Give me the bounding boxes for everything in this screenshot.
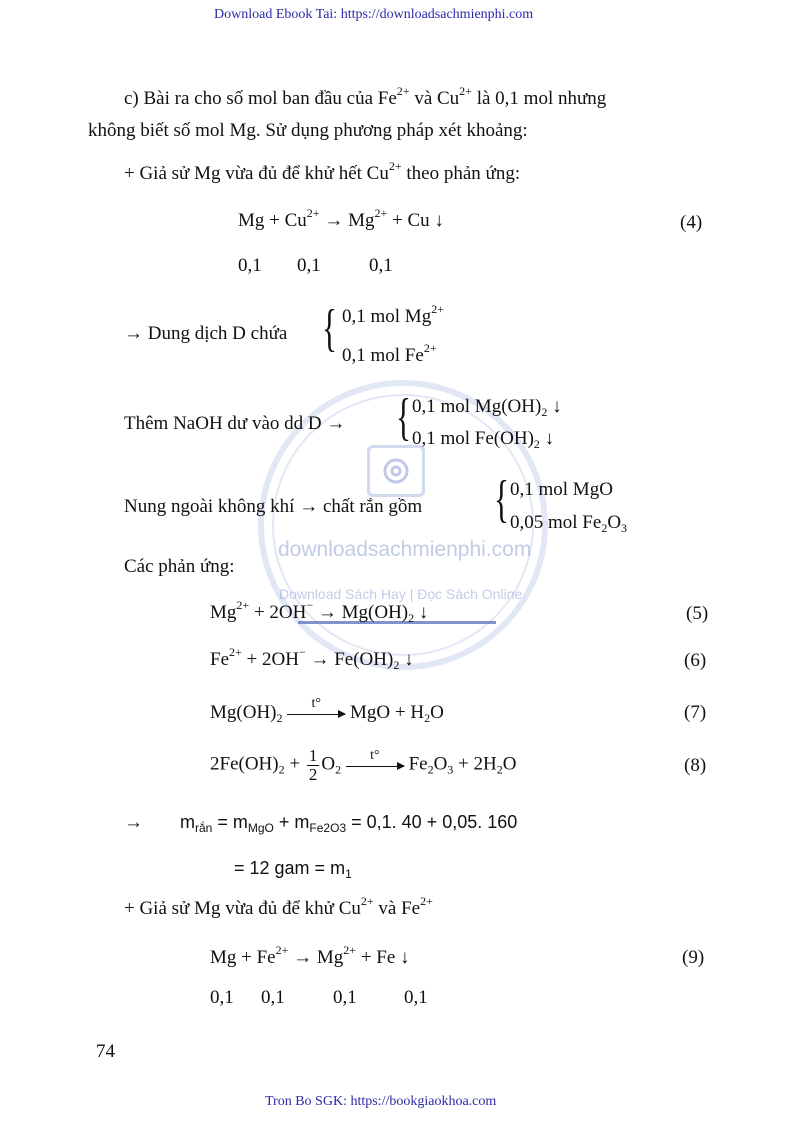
equation-5: $Mg^{2+} + 2OH^- \to Mg(OH)_2$ ↓ <box>210 598 429 625</box>
solution-d-line-2: 0,1 mol $Fe^{2+}$ <box>342 341 437 366</box>
equation-6: $Fe^{2+} + 2OH^- \to Fe(OH)_2$ ↓ <box>210 645 414 672</box>
equation-8: $2Fe(OH)_2$ + $\frac{1}{2}$ $O_2$ t° $Fe_2O_3 + 2H_2O$ <box>210 746 517 784</box>
footer-link[interactable]: Tron Bo SGK: https://bookgiaokhoa.com <box>265 1094 497 1109</box>
equation-4-number: (4) <box>680 212 703 233</box>
heat-arrow: t° <box>346 764 404 767</box>
intro-line-1: c) Bài ra cho số mol ban đầu của $Fe^{2+}$ và $Cu^{2+}$ là 0,1 mol nhưng <box>124 84 607 109</box>
solution-d-lead: → Dung dịch D chứa <box>124 323 288 344</box>
case-2-heading: + Giả sử Mg vừa đủ để khử $Cu^{2+}$ và $Fe^{2+}$ <box>124 894 433 919</box>
mass-line-1: $m_{rắn} = m_{MgO} + m_{Fe2O3} = 0,1$. 40 + 0,05. 160 <box>180 812 518 835</box>
solution-d-line-1: 0,1 mol $Mg^{2+}$ <box>342 302 444 327</box>
eq9-value: 0,1 <box>210 987 234 1008</box>
case-1-heading: + Giả sử Mg vừa đủ để khử hết $Cu^{2+}$ theo phản ứng: <box>124 159 521 184</box>
page-number: 74 <box>96 1041 115 1062</box>
naoh-line-1: 0,1 mol $Mg(OH)_2$ ↓ <box>412 396 562 419</box>
equation-7: $Mg(OH)_2$ t° MgO + $H_2O$ <box>210 696 444 725</box>
brace: { <box>396 389 411 446</box>
at-sign-icon <box>367 445 425 497</box>
mass-line-2: = 12 gam = $m_1$ <box>234 858 352 881</box>
eq9-value: 0,1 <box>261 987 285 1008</box>
heat-line-2: 0,05 mol $Fe_2O_3$ <box>510 512 628 535</box>
eq9-value: 0,1 <box>333 987 357 1008</box>
equation-9: $Mg + Fe^{2+} \to Mg^{2+} + Fe$ ↓ <box>210 943 410 968</box>
header-link[interactable]: Download Ebook Tai: https://downloadsachmienphi.com <box>214 7 534 22</box>
watermark-site: downloadsachmienphi.com <box>278 538 532 561</box>
equation-6-number: (6) <box>684 650 707 671</box>
intro-line-2: không biết số mol Mg. Sử dụng phương pháp xét khoảng: <box>88 120 528 141</box>
brace: { <box>322 300 337 357</box>
brace: { <box>494 471 509 528</box>
equation-5-number: (5) <box>686 603 709 624</box>
naoh-lead: Thêm NaOH dư vào dd D → <box>124 413 346 434</box>
eq4-value: 0,1 <box>369 255 393 276</box>
equation-8-number: (8) <box>684 755 707 776</box>
eq4-value: 0,1 <box>238 255 262 276</box>
equation-9-number: (9) <box>682 947 705 968</box>
eq9-value: 0,1 <box>404 987 428 1008</box>
eq4-value: 0,1 <box>297 255 321 276</box>
equation-7-number: (7) <box>684 702 707 723</box>
heat-lead: Nung ngoài không khí → chất rắn gồm <box>124 496 423 517</box>
watermark-tagline: Download Sách Hay | Đọc Sách Online <box>279 586 523 602</box>
mass-arrow: → <box>124 812 143 833</box>
fraction: $\frac{1}{2}$ <box>308 746 318 784</box>
heat-arrow: t° <box>287 712 345 715</box>
heat-line-1: 0,1 mol MgO <box>510 479 613 500</box>
naoh-line-2: 0,1 mol $Fe(OH)_2$ ↓ <box>412 428 555 451</box>
equation-4: $Mg + Cu^{2+} \to Mg^{2+} + Cu$ ↓ <box>238 206 444 231</box>
reactions-label: Các phản ứng: <box>124 556 235 577</box>
